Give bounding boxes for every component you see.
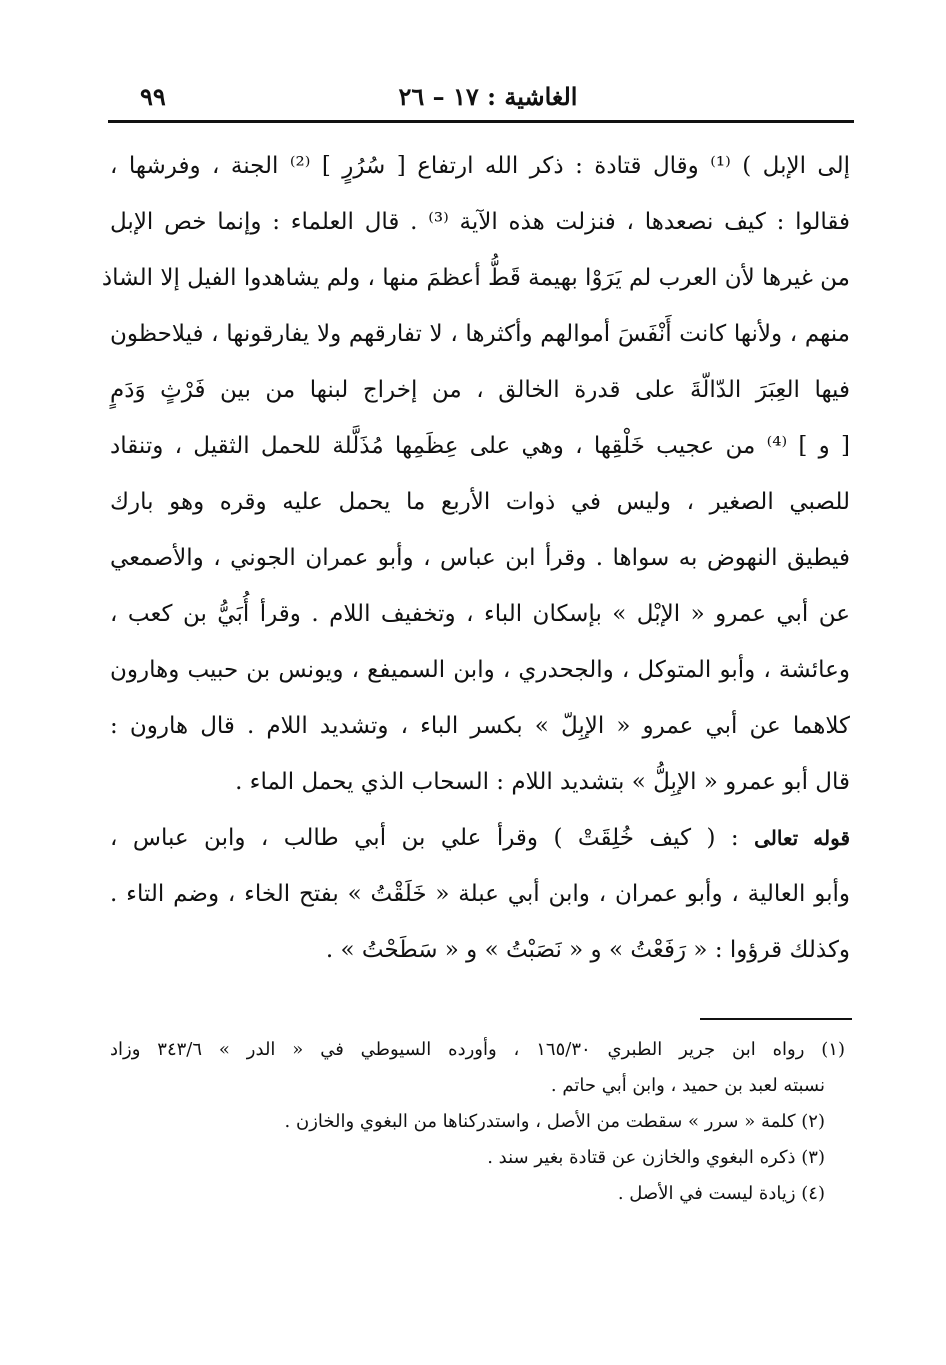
running-title: الغاشية : ١٧ – ٢٦: [398, 82, 578, 111]
text-line: فيطيق النهوض به سواها . وقرأ ابن عباس ، وأبو عمران الجوني ، والأصمعي: [110, 545, 850, 571]
footnote-2: (٢) كلمة « سرر » سقطت من الأصل ، واستدركناها من البغوي والخازن .: [284, 1111, 825, 1132]
text-line: وأبو العالية ، وأبو عمران ، وابن أبي عبلة « خَلَقْتُ » بفتح الخاء ، وضم التاء .: [110, 881, 850, 907]
verse-text: : ( كيف خُلِقَتْ ) وقرأ علي بن أبي طالب ، وابن عباس ،: [110, 825, 739, 851]
main-text: [101, 138, 851, 978]
text-line: كلاهما عن أبي عمرو « الإبِلّ » بكسر الباء ، وتشديد اللام . قال هارون :: [110, 713, 850, 739]
footnote-separator: [700, 1018, 852, 1020]
header-rule: [108, 120, 854, 123]
text-line: عن أبي عمرو « الإبْل » بإسكان الباء ، وتخفيف اللام . وقرأ أُبَيُّ بن كعب ،: [110, 601, 850, 627]
text-line: [ و ] ⁽⁴⁾ من عجيب خَلْقِها ، وهي على عِظَمِها مُذَلَّلة للحمل الثقيل ، وتنقاد: [110, 433, 850, 459]
page-header: [140, 70, 836, 110]
text-line: للصبي الصغير ، وليس في ذوات الأربع ما يحمل عليه وقره وهو بارك: [110, 489, 850, 515]
text-line: وعائشة ، وأبو المتوكل ، والجحدري ، وابن السميفع ، ويونس بن حبيب وهارون: [110, 657, 850, 683]
text-line: فقالوا : كيف نصعدها ، فنزلت هذه الآية ⁽³⁾ . قال العلماء : وإنما خص الإبل: [110, 209, 850, 235]
verse-lead: قوله تعالى: [754, 826, 851, 850]
page-number: ٩٩: [140, 82, 166, 111]
text-line: فيها العِبَرَ الدّالّةَ على قدرة الخالق ، من إخراج لبنها من بين فَرْثٍ وَدَمٍ: [110, 377, 850, 403]
footnote-1-continuation: نسبته لعبد بن حميد ، وابن أبي حاتم .: [550, 1075, 825, 1096]
text-line: إلى الإبل ) ⁽¹⁾ وقال قتادة : ذكر الله ارتفاع [ سُرُرٍ ] ⁽²⁾ الجنة ، وفرشها ،: [110, 153, 851, 179]
footnote-3: (٣) ذكره البغوي والخازن عن قتادة بغير سند .: [487, 1147, 825, 1168]
text-line: من غيرها لأن العرب لم يَرَوْا بهيمة قَطُّ أعظمَ منها ، ولم يشاهدوا الفيل إلا الشاذ: [101, 265, 850, 291]
footnote-4: (٤) زيادة ليست في الأصل .: [617, 1183, 825, 1204]
footnote-1: (١) رواه ابن جرير الطبري ١٦٥/٣٠ ، وأورده السيوطي في « الدر » ٣٤٣/٦ وزاد: [110, 1039, 845, 1060]
text-line: قال أبو عمرو « الإبِلُّ » بتشديد اللام : السحاب الذي يحمل الماء .: [235, 769, 850, 795]
text-line: وكذلك قرؤوا : « رَفَعْتُ » و « نَصَبْتُ » و « سَطَحْتُ » .: [325, 937, 850, 963]
text-line: منهم ، ولأنها كانت أَنْفَسَ أموالهم وأكثرها ، لا تفارقهم ولا يفارقونها ، فيلاحظون: [110, 321, 850, 347]
paragraph-2-line: [110, 810, 850, 866]
footnotes: [110, 1032, 845, 1212]
